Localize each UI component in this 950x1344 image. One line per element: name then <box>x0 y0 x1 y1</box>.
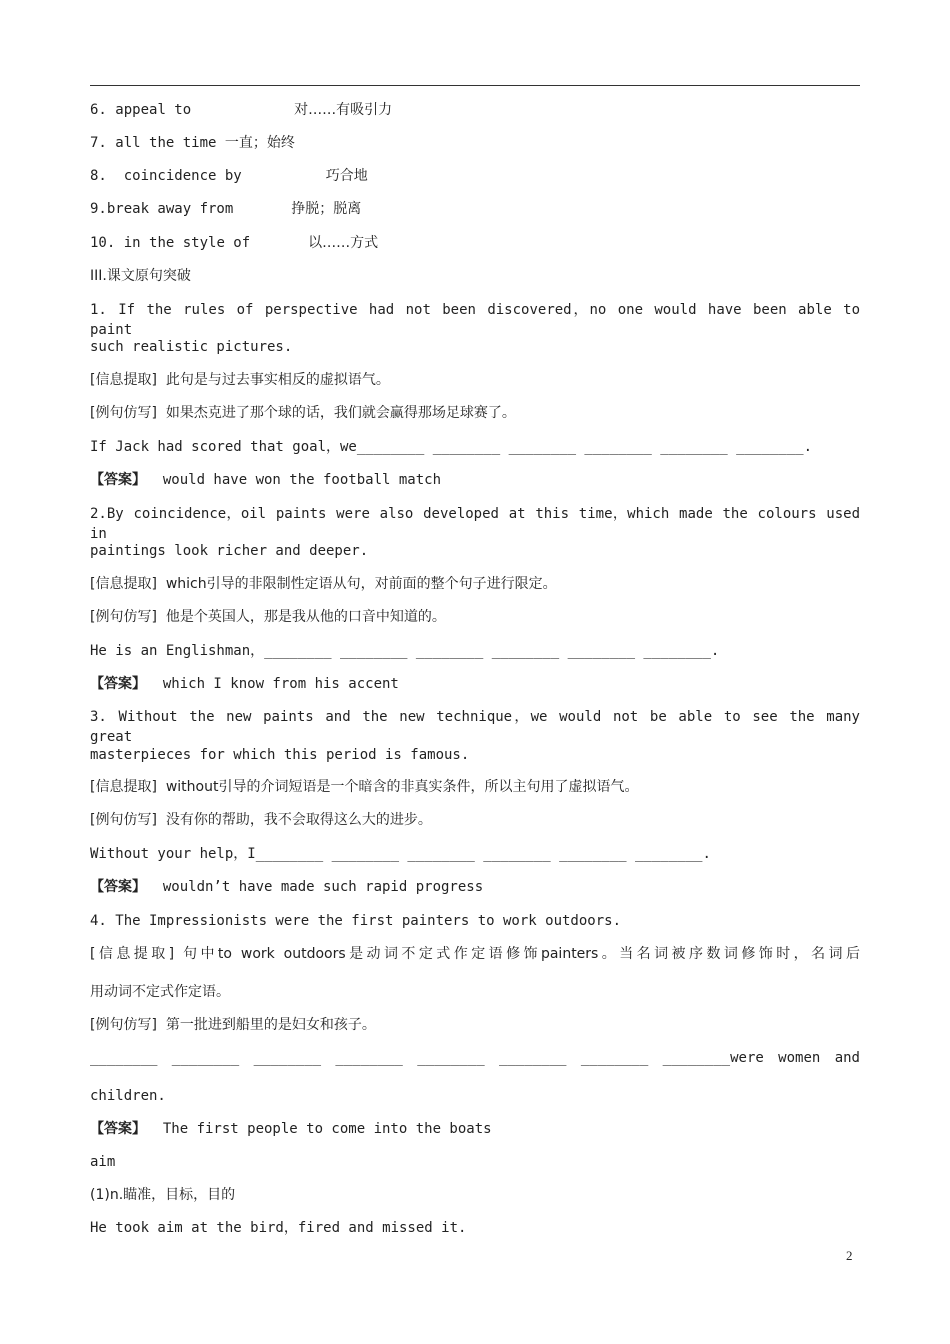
section-title: III.课文原句突破 <box>90 268 191 284</box>
sentence-3-line-1: 3. Without the new paints and the new technique，we would not be able to see the many great <box>90 709 860 745</box>
sentence-1-line-2: such realistic pictures. <box>90 339 293 355</box>
answer-3: 【答案】 wouldn’t have made such rapid progress <box>90 879 484 895</box>
answer-4: 【答案】 The first people to come into the boats <box>90 1121 492 1137</box>
phrase-6: 6. appeal to 对……有吸引力 <box>90 102 393 118</box>
sentence-2-line-2: paintings look richer and deeper. <box>90 543 369 559</box>
info-1: [信息提取] 此句是与过去事实相反的虚拟语气。 <box>90 372 390 388</box>
example-2: [例句仿写] 他是个英国人，那是我从他的口音中知道的。 <box>90 609 446 625</box>
answer-2: 【答案】 which I know from his accent <box>90 676 399 692</box>
example-3: [例句仿写] 没有你的帮助，我不会取得这么大的进步。 <box>90 812 432 828</box>
sentence-2-line-1: 2.By coincidence，oil paints were also developed at this time，which made the colours used in <box>90 506 860 542</box>
info-4-line-1: [信息提取] 句中to work outdoors是动词不定式作定语修饰painters。当名词被序数词修饰时，名词后 <box>90 946 860 962</box>
blank-3: Without your help，I________ ________ ________ ________ ________ ________. <box>90 846 711 862</box>
header-rule <box>90 85 860 86</box>
phrase-7: 7. all the time 一直；始终 <box>90 135 295 151</box>
sentence-1-line-1: 1. If the rules of perspective had not been discovered，no one would have been able to paint <box>90 302 860 338</box>
sentence-3-line-2: masterpieces for which this period is famous. <box>90 747 470 763</box>
phrase-9: 9.break away from 挣脱；脱离 <box>90 201 362 217</box>
sentence-4: 4. The Impressionists were the first painters to work outdoors. <box>90 913 622 929</box>
phrase-10: 10. in the style of 以……方式 <box>90 235 379 251</box>
blank-1: If Jack had scored that goal，we________ ________ ________ ________ ________ ________. <box>90 439 813 455</box>
vocab-example: He took aim at the bird，fired and missed it. <box>90 1220 467 1236</box>
answer-1: 【答案】 would have won the football match <box>90 472 442 488</box>
example-4: [例句仿写] 第一批进到船里的是妇女和孩子。 <box>90 1017 376 1033</box>
info-2: [信息提取] which引导的非限制性定语从句，对前面的整个句子进行限定。 <box>90 576 557 592</box>
blank-4-line-1: ________ ________ ________ ________ ________ ________ ________ ________were women and <box>90 1050 860 1066</box>
info-3: [信息提取] without引导的介词短语是一个暗含的非真实条件，所以主句用了虚拟语气。 <box>90 779 639 795</box>
page-number: 2 <box>846 1248 853 1263</box>
example-1: [例句仿写] 如果杰克进了那个球的话，我们就会赢得那场足球赛了。 <box>90 405 516 421</box>
phrase-8: 8. coincidence by 巧合地 <box>90 168 368 184</box>
blank-2: He is an Englishman，________ ________ ________ ________ ________ ________. <box>90 643 720 659</box>
info-4-line-2: 用动词不定式作定语。 <box>90 984 230 1000</box>
vocab-word: aim <box>90 1154 116 1170</box>
blank-4-line-2: children. <box>90 1088 166 1104</box>
vocab-sense: (1)n.瞄准，目标，目的 <box>90 1187 236 1203</box>
